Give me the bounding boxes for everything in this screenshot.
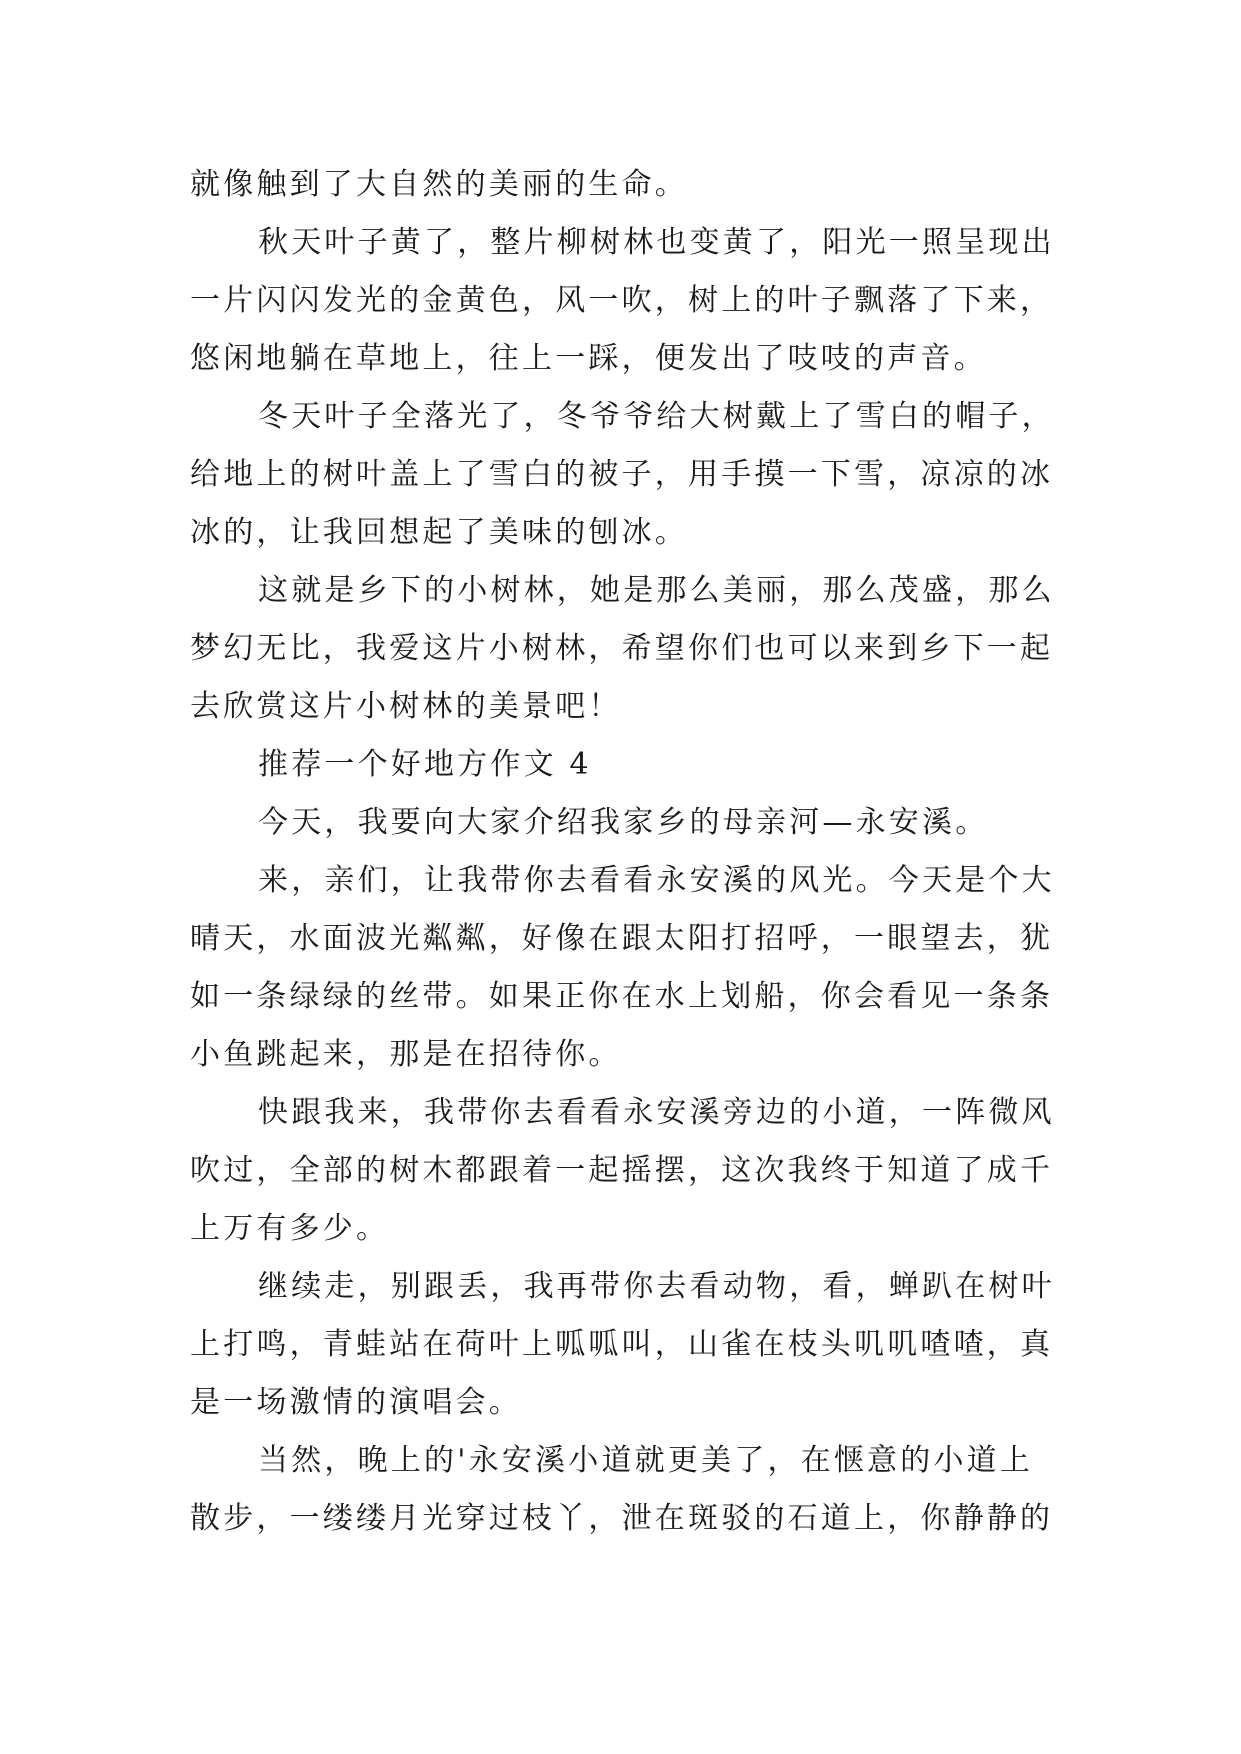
paragraph-start-line: 来，亲们，让我带你去看看永安溪的风光。今天是个大 [258, 863, 1055, 898]
section-heading: 推荐一个好地方作文 4 [258, 747, 592, 782]
paragraph-start-line: 快跟我来，我带你去看看永安溪旁边的小道，一阵微风 [258, 1095, 1055, 1130]
paragraph-start-line: 这就是乡下的小树林，她是那么美丽，那么茂盛，那么 [258, 573, 1055, 608]
paragraph-start-line: 冬天叶子全落光了，冬爷爷给大树戴上了雪白的帽子， [258, 399, 1055, 434]
paragraph-start-line: 当然，晚上的'永安溪小道就更美了，在惬意的小道上 [258, 1443, 1034, 1478]
text-line: 晴天，水面波光粼粼，好像在跟太阳打招呼，一眼望去，犹 [190, 921, 1054, 956]
text-line: 就像触到了大自然的美丽的生命。 [190, 167, 688, 202]
text-line: 悠闲地躺在草地上，往上一踩，便发出了吱吱的声音。 [190, 341, 987, 376]
text-line: 吹过，全部的树木都跟着一起摇摆，这次我终于知道了成千 [190, 1153, 1054, 1188]
paragraph-start-line: 今天，我要向大家介绍我家乡的母亲河—永安溪。 [258, 805, 989, 840]
text-line: 一片闪闪发光的金黄色，风一吹，树上的叶子飘落了下来， [190, 283, 1054, 318]
text-line: 是一场激情的演唱会。 [190, 1385, 522, 1420]
text-line: 散步，一缕缕月光穿过枝丫，泄在斑驳的石道上，你静静的 [190, 1501, 1054, 1536]
text-line: 小鱼跳起来，那是在招待你。 [190, 1037, 622, 1072]
text-line: 给地上的树叶盖上了雪白的被子，用手摸一下雪，凉凉的冰 [190, 457, 1054, 492]
text-line: 上万有多少。 [190, 1211, 390, 1246]
text-line: 梦幻无比，我爱这片小树林，希望你们也可以来到乡下一起 [190, 631, 1054, 666]
text-line: 去欣赏这片小树林的美景吧！ [190, 689, 622, 724]
text-line: 上打鸣，青蛙站在荷叶上呱呱叫，山雀在枝头叽叽喳喳，真 [190, 1327, 1054, 1362]
text-line: 如一条绿绿的丝带。如果正你在水上划船，你会看见一条条 [190, 979, 1054, 1014]
paragraph-start-line: 继续走，别跟丢，我再带你去看动物，看，蝉趴在树叶 [258, 1269, 1055, 1304]
paragraph-start-line: 秋天叶子黄了，整片柳树林也变黄了，阳光一照呈现出 [258, 225, 1055, 260]
text-line: 冰的，让我回想起了美味的刨冰。 [190, 515, 688, 550]
